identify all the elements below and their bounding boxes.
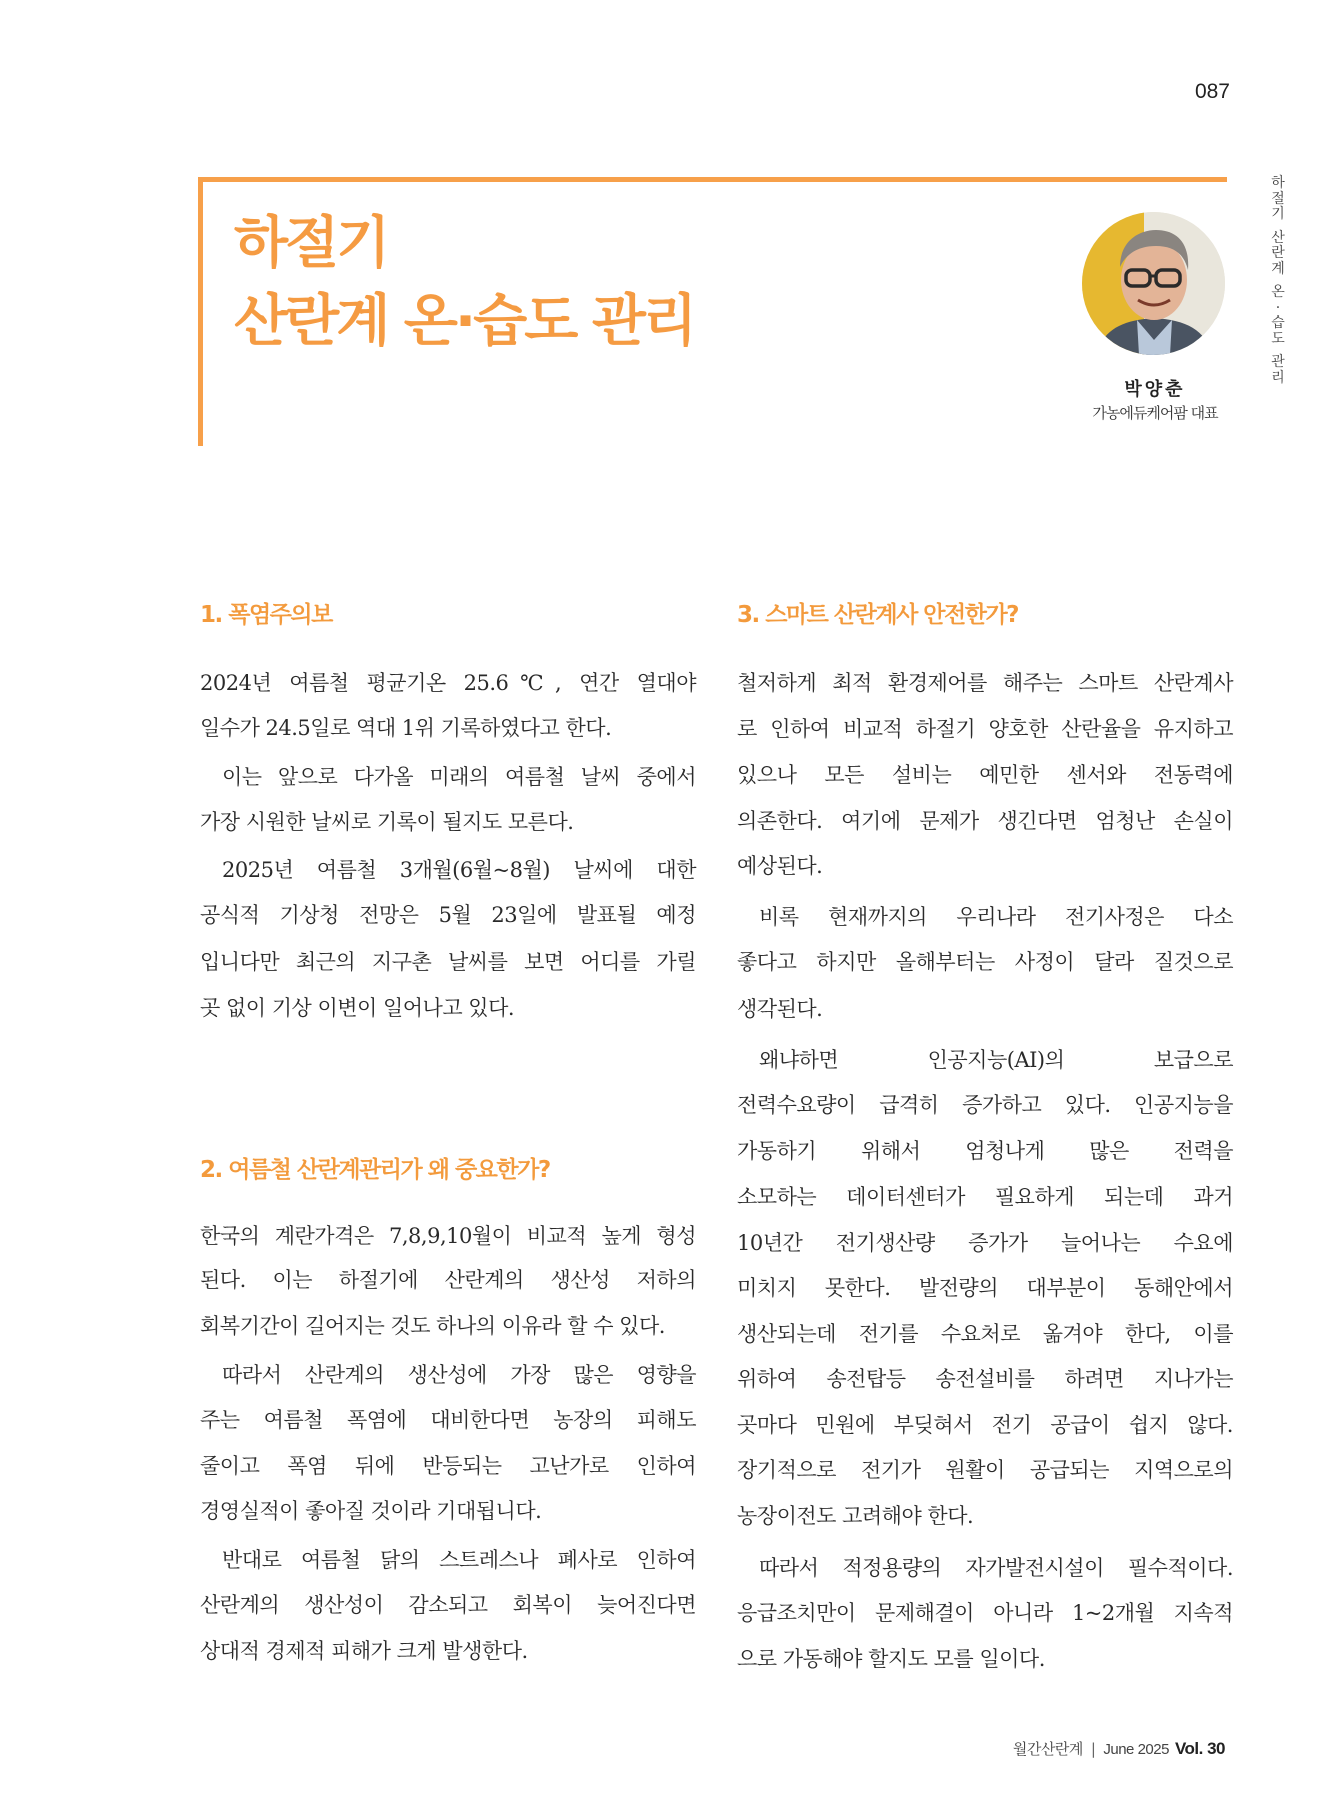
body-line: 따라서 적정용량의 자가발전시설이 필수적이다. bbox=[759, 1556, 1233, 1580]
side-title-char: 산 bbox=[1271, 229, 1285, 246]
author-portrait-icon bbox=[1082, 212, 1225, 355]
body-line: 있으나 모든 설비는 예민한 센서와 전동력에 bbox=[737, 763, 1233, 787]
body-line: 생각된다. bbox=[737, 997, 823, 1021]
body-line: 의존한다. 여기에 문제가 생긴다면 엄청난 손실이 bbox=[737, 809, 1233, 833]
footer-volume: Vol. 30 bbox=[1174, 1739, 1225, 1758]
body-line: 곳 없이 기상 이변이 일어나고 있다. bbox=[200, 996, 515, 1020]
body-line: 산란계의 생산성이 감소되고 회복이 늦어진다면 bbox=[200, 1593, 696, 1617]
body-line: 위하여 송전탑등 송전설비를 하려면 지나가는 bbox=[737, 1367, 1233, 1391]
side-title-char: · bbox=[1275, 299, 1281, 316]
article-title bbox=[234, 205, 694, 361]
side-running-title bbox=[1268, 176, 1288, 386]
footer-separator: | bbox=[1090, 1740, 1096, 1758]
side-title-char: 습 bbox=[1271, 315, 1285, 331]
body-line: 2024년 여름철 평균기온 25.6℃, 연간 열대야 bbox=[200, 671, 696, 695]
body-line: 2025년 여름철 3개월(6월~8월) 날씨에 대한 bbox=[222, 858, 696, 882]
body-line: 줄이고 폭염 뒤에 반등되는 고난가로 인하여 bbox=[200, 1454, 696, 1478]
body-line: 철저하게 최적 환경제어를 해주는 스마트 산란계사 bbox=[737, 671, 1233, 695]
body-line: 곳마다 민원에 부딪혀서 전기 공급이 쉽지 않다. bbox=[737, 1413, 1233, 1437]
body-line: 주는 여름철 폭염에 대비한다면 농장의 피해도 bbox=[200, 1408, 696, 1432]
side-title-char: 계 bbox=[1271, 260, 1285, 277]
side-title-char: 관 bbox=[1271, 354, 1285, 370]
side-title-char: 하 bbox=[1271, 175, 1285, 191]
author-name: 박양춘 bbox=[1124, 379, 1186, 400]
body-line: 가동하기 위해서 엄청나게 많은 전력을 bbox=[737, 1139, 1233, 1163]
section-heading: 3. 스마트 산란계사 안전한가? bbox=[737, 602, 1019, 628]
body-line: 된다. 이는 하절기에 산란계의 생산성 저하의 bbox=[200, 1268, 696, 1292]
body-line: 회복기간이 길어지는 것도 하나의 이유라 할 수 있다. bbox=[200, 1314, 665, 1338]
body-line: 예상된다. bbox=[737, 854, 823, 878]
side-title-char: 기 bbox=[1271, 206, 1285, 222]
body-line: 으로 가동해야 할지도 모를 일이다. bbox=[737, 1647, 1045, 1671]
body-line: 가장 시원한 날씨로 기록이 될지도 모른다. bbox=[200, 810, 574, 834]
body-line: 전력수요량이 급격히 증가하고 있다. 인공지능을 bbox=[737, 1093, 1233, 1117]
body-line: 일수가 24.5일로 역대 1위 기록하였다고 한다. bbox=[200, 716, 612, 740]
body-line: 장기적으로 전기가 원활이 공급되는 지역으로의 bbox=[737, 1458, 1233, 1482]
body-line: 입니다만 최근의 지구촌 날씨를 보면 어디를 가릴 bbox=[200, 950, 696, 974]
side-title-char: 도 bbox=[1271, 330, 1285, 347]
body-line: 비록 현재까지의 우리나라 전기사정은 다소 bbox=[759, 905, 1233, 929]
article-title-line-1: 하절기 bbox=[234, 211, 388, 276]
footer-magazine-name: 월간산란계 bbox=[1012, 1740, 1083, 1758]
body-line: 반대로 여름철 닭의 스트레스나 폐사로 인하여 bbox=[222, 1548, 696, 1572]
body-line: 따라서 산란계의 생산성에 가장 많은 영향을 bbox=[222, 1363, 696, 1387]
body-line: 이는 앞으로 다가올 미래의 여름철 날씨 중에서 bbox=[222, 765, 696, 789]
body-line: 응급조치만이 문제해결이 아니라 1~2개월 지속적 bbox=[737, 1601, 1233, 1625]
side-title-char: 온 bbox=[1271, 284, 1285, 300]
body-line: 공식적 기상청 전망은 5월 23일에 발표될 예정 bbox=[200, 903, 696, 927]
body-line: 좋다고 하지만 올해부터는 사정이 달라 질것으로 bbox=[737, 950, 1233, 974]
body-line: 미치지 못한다. 발전량의 대부분이 동해안에서 bbox=[737, 1276, 1233, 1300]
side-title-char: 절 bbox=[1271, 190, 1285, 207]
title-frame-top-rule bbox=[198, 177, 1227, 182]
body-line: 한국의 계란가격은 7,8,9,10월이 비교적 높게 형성 bbox=[200, 1224, 696, 1248]
section-heading: 2. 여름철 산란계관리가 왜 중요한가? bbox=[200, 1157, 550, 1183]
body-line: 상대적 경제적 피해가 크게 발생한다. bbox=[200, 1639, 528, 1663]
section-heading: 1. 폭염주의보 bbox=[200, 602, 332, 628]
title-frame-left-rule bbox=[198, 177, 203, 446]
body-line: 로 인하여 비교적 하절기 양호한 산란율을 유지하고 bbox=[737, 717, 1233, 741]
body-line: 경영실적이 좋아질 것이라 기대됩니다. bbox=[200, 1499, 542, 1523]
body-line: 농장이전도 고려해야 한다. bbox=[737, 1504, 974, 1528]
body-line: 왜냐하면 인공지능(AI)의 보급으로 bbox=[759, 1048, 1233, 1072]
body-line: 10년간 전기생산량 증가가 늘어나는 수요에 bbox=[737, 1231, 1233, 1255]
page-footer bbox=[980, 1738, 1225, 1759]
footer-issue-date: June 2025 bbox=[1103, 1741, 1169, 1758]
side-title-char: 란 bbox=[1271, 245, 1285, 261]
article-title-line-2: 산란계 온·습도 관리 bbox=[234, 289, 695, 354]
side-title-char: 리 bbox=[1271, 369, 1285, 386]
author-photo bbox=[1082, 212, 1225, 355]
body-line: 소모하는 데이터센터가 필요하게 되는데 과거 bbox=[737, 1185, 1233, 1209]
author-affiliation: 가농에듀케어팜 대표 bbox=[1092, 404, 1218, 422]
page-number: 087 bbox=[1194, 80, 1230, 103]
body-line: 생산되는데 전기를 수요처로 옮겨야 한다, 이를 bbox=[737, 1322, 1233, 1346]
